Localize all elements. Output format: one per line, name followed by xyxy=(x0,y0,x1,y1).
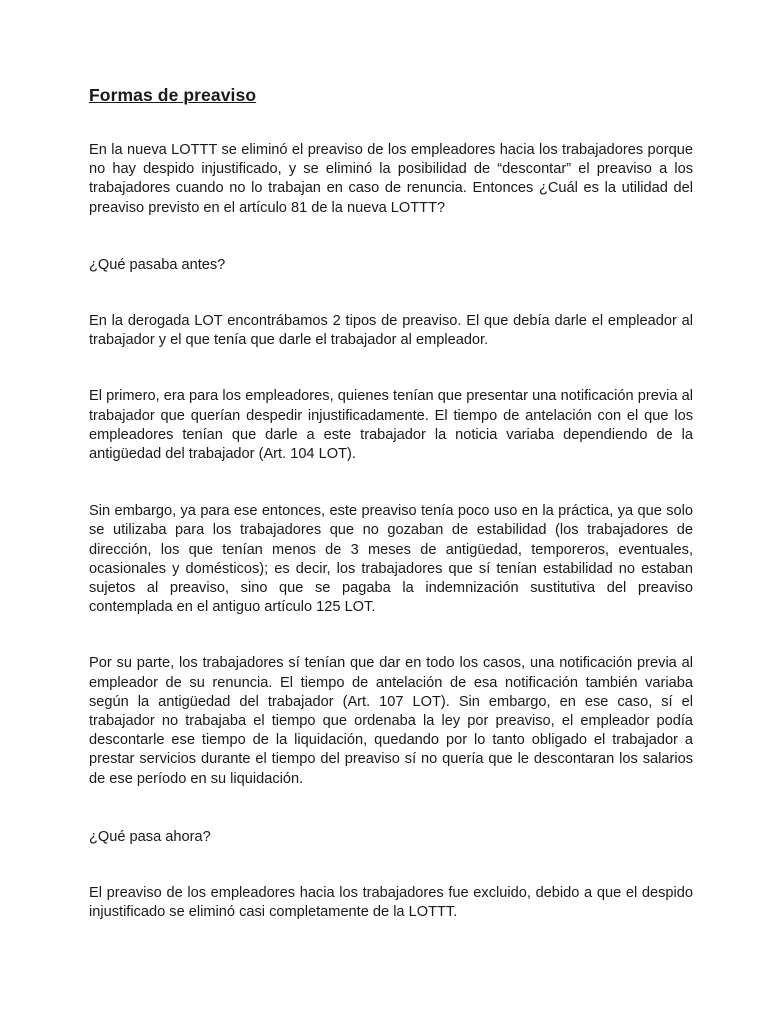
question-before: ¿Qué pasaba antes? xyxy=(89,256,226,273)
paragraph-two-types: En la derogada LOT encontrábamos 2 tipos de preaviso. El que debía darle el empleador al trabajador y el que tenía que darle el trabajador al empleador. xyxy=(89,313,693,349)
paragraph-employer-notice: El primero, era para los empleadores, quienes tenían que presentar una notificación previa al trabajador que querían despedir injustificadamente. El tiempo de antelación con el que los empleadores tenían que darle a este trabajador la noticia variaba dependiendo de la antigüedad del trabajador (Art. 104 LOT). xyxy=(89,388,693,463)
document-page xyxy=(89,84,693,922)
paragraph-excluded: El preaviso de los empleadores hacia los trabajadores fue excluido, debido a que el despido injustificado se eliminó casi completamente de la LOTTT. xyxy=(89,885,693,921)
paragraph-intro: En la nueva LOTTT se eliminó el preaviso de los empleadores hacia los trabajadores porque no hay despido injustificado, y se eliminó la posibilidad de “descontar” el preaviso a los trabajadores cuando no lo trabajan en caso de renuncia. Entonces ¿Cuál es la utilidad del preaviso previsto en el artículo 81 de la nueva LOTTT? xyxy=(89,142,693,216)
document-title: Formas de preaviso xyxy=(89,85,257,105)
question-now: ¿Qué pasa ahora? xyxy=(89,828,211,845)
paragraph-little-use: Sin embargo, ya para ese entonces, este preaviso tenía poco uso en la práctica, ya que solo se utilizaba para los trabajadores que no gozaban de estabilidad (los trabajadores de dirección, los que tenían menos de 3 meses de antigüedad, temporeros, eventuales, ocasionales y domésticos); es decir, los trabajadores que sí tenían estabilidad no estaban sujetos al preaviso, sino que se pagaba la indemnización sustitutiva del preaviso contemplada en el antiguo artículo 125 LOT. xyxy=(89,503,693,616)
paragraph-worker-notice: Por su parte, los trabajadores sí tenían que dar en todo los casos, una notificación previa al empleador de su renuncia. El tiempo de antelación de esa notificación también variaba según la antigüedad del trabajador (Art. 107 LOT). Sin embargo, en ese caso, sí el trabajador no trabajaba el tiempo que ordenaba la ley por preaviso, el empleador podía descontarle ese tiempo de la liquidación, quedando por lo tanto obligado el trabajador a prestar servicios durante el tiempo del preaviso sí no quería que le descontaran los salarios de ese período en su liquidación. xyxy=(89,655,693,787)
